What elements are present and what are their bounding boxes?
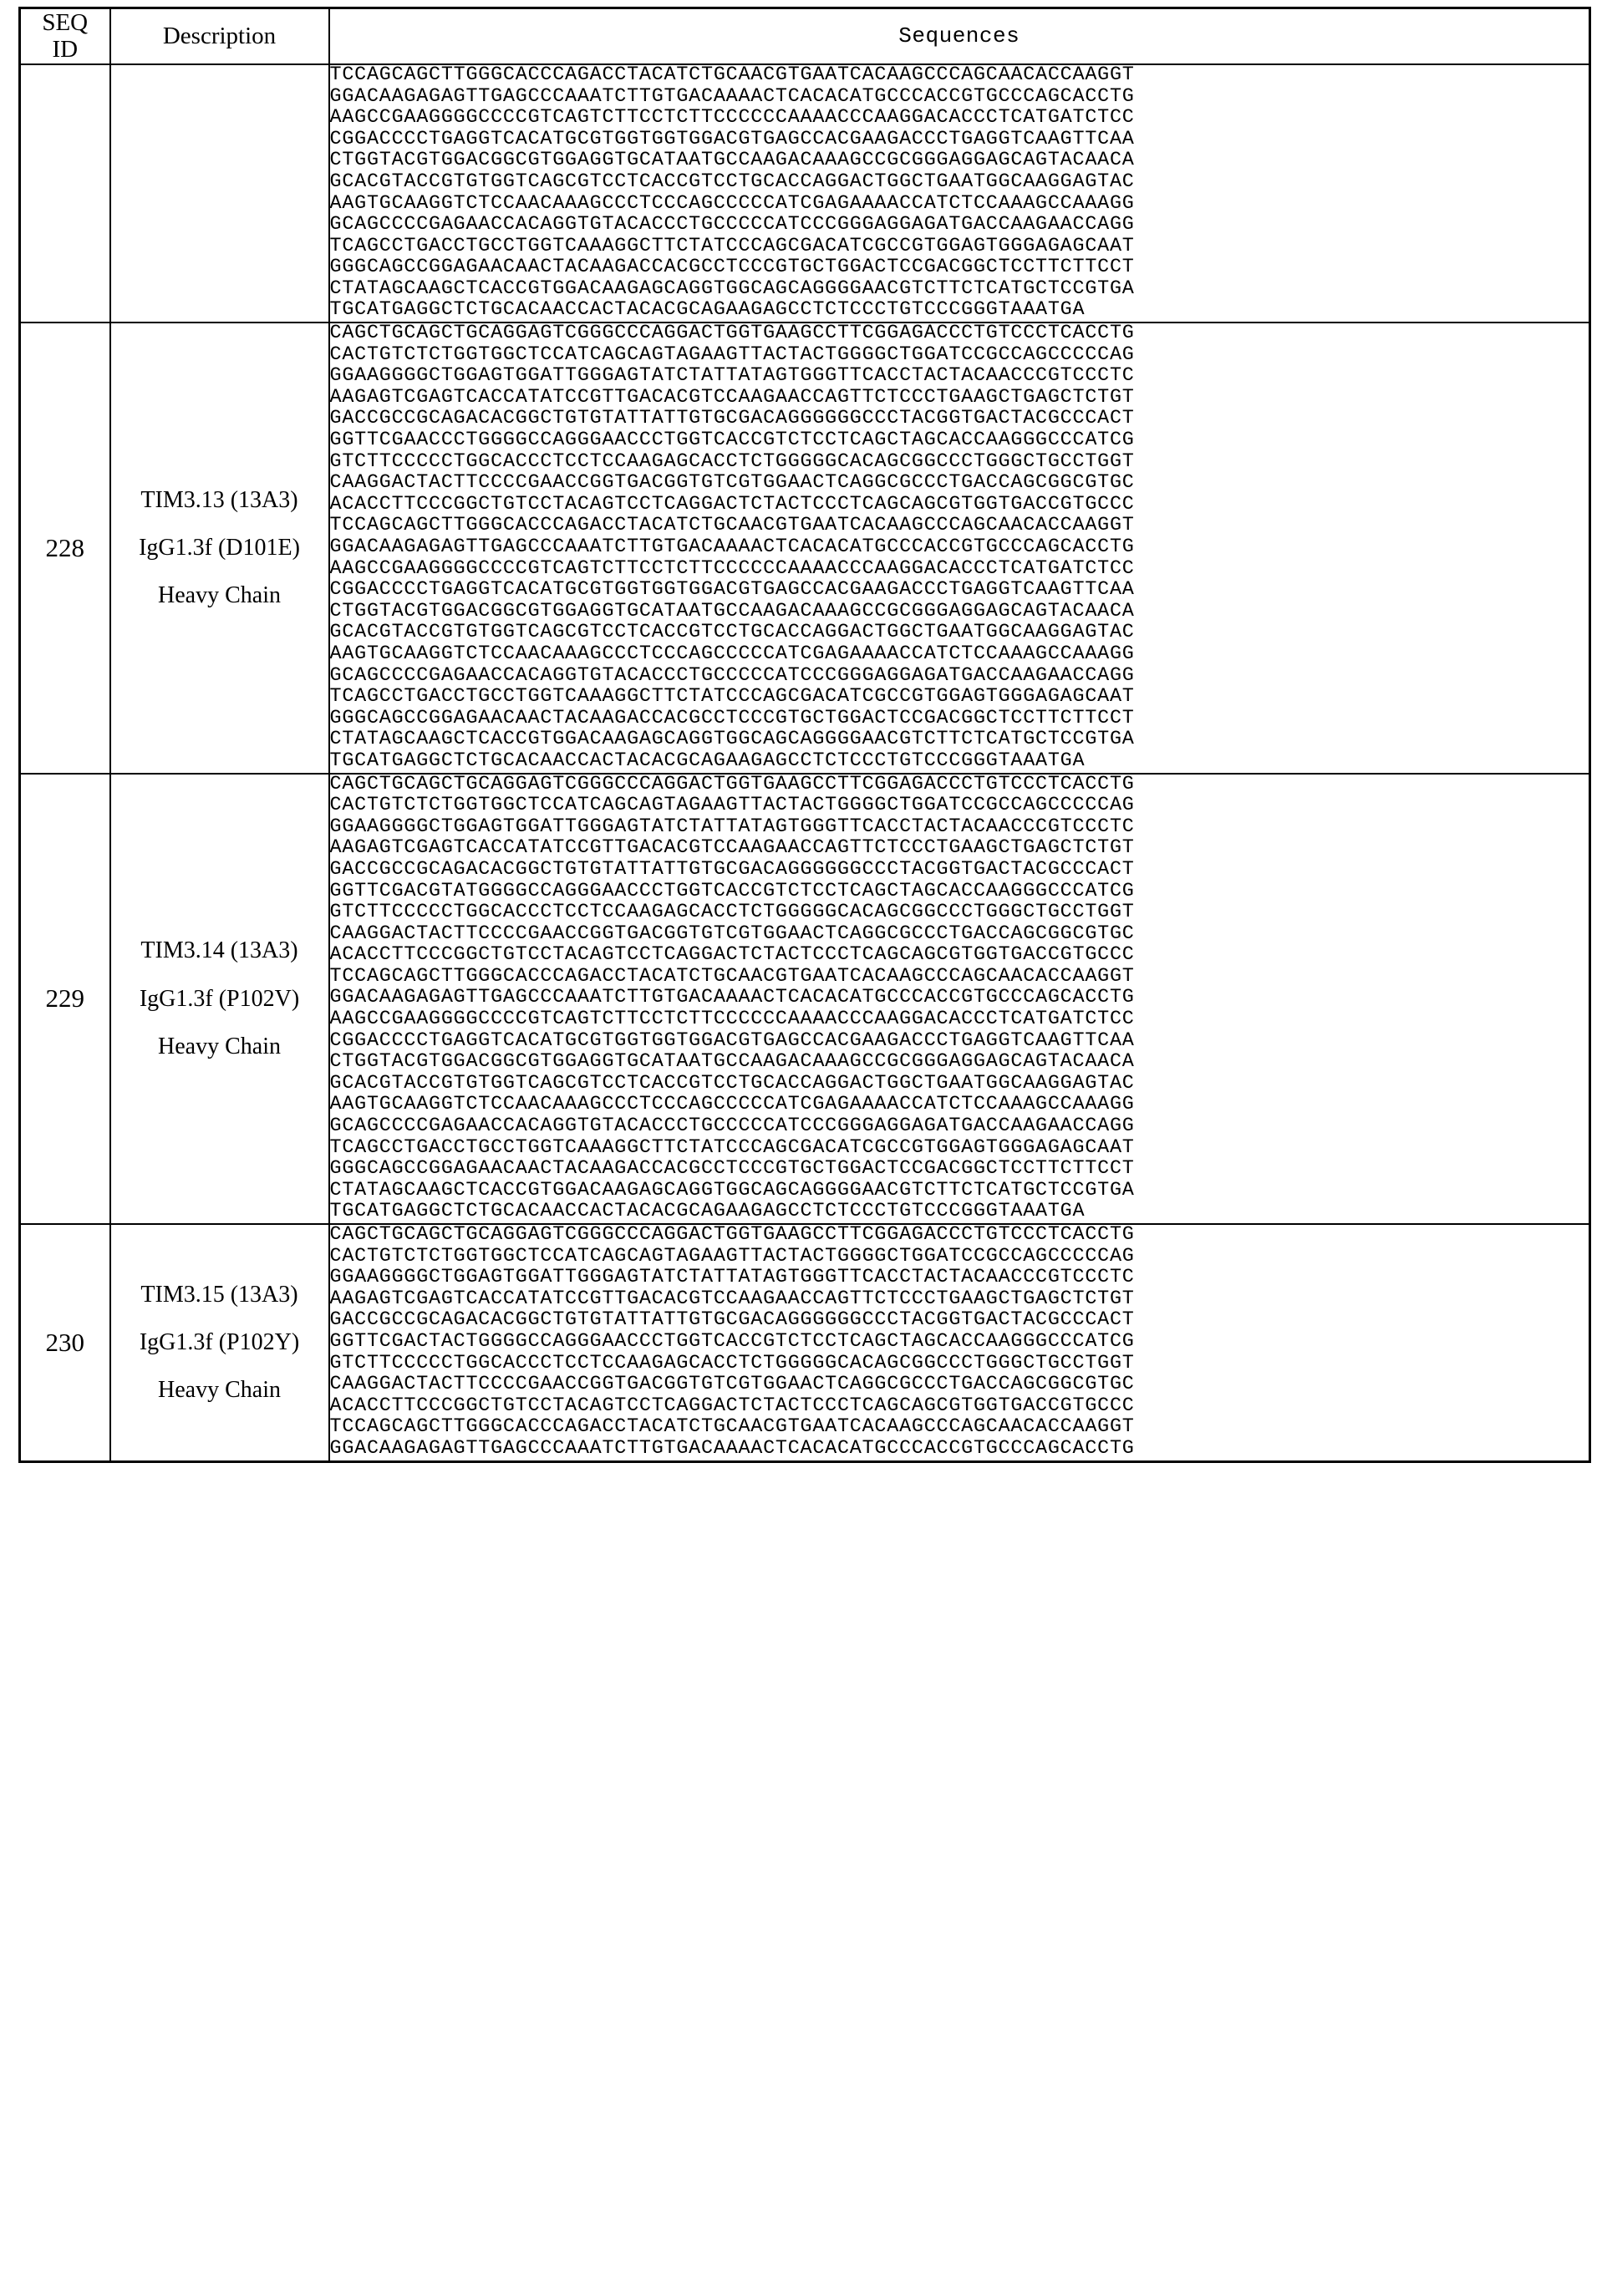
sequence-line: GCAGCCCCGAGAACCACAGGTGTACACCCTGCCCCCATCCCGGGAGGAGATGACCAAGAACCAGG [329,664,1135,687]
sequence-line: GGTTCGACTACTGGGGCCAGGGAACCCTGGTCACCGTCTCCTCAGCTAGCACCAAGGGCCCATCG [329,1330,1135,1353]
sequence-line: CTGGTACGTGGACGGCGTGGAGGTGCATAATGCCAAGACAAAGCCGCGGGAGGAGCAGTACAACA [329,600,1135,622]
sequence-line: CGGACCCCTGAGGTCACATGCGTGGTGGTGGACGTGAGCCACGAAGACCCTGAGGTCAAGTTCAA [329,128,1135,150]
sequence-line: AAGAGTCGAGTCACCATATCCGTTGACACGTCCAAGAACCAGTTCTCCCTGAAGCTGAGCTCTGT [329,1288,1135,1310]
sequence-line: GGAAGGGGCTGGAGTGGATTGGGAGTATCTATTATAGTGGGTTCACCTACTACAACCCGTCCCTC [329,815,1135,838]
table-body [20,64,1590,1461]
sequence-line: CACTGTCTCTGGTGGCTCCATCAGCAGTAGAAGTTACTACTGGGGCTGGATCCGCCAGCCCCCAG [329,795,1135,817]
sequence-line: AAGTGCAAGGTCTCCAACAAAGCCCTCCCAGCCCCCATCGAGAAAACCATCTCCAAAGCCAAAGG [329,192,1135,215]
sequence-line: GACCGCCGCAGACACGGCTGTGTATTATTGTGCGACAGGGGGGCCCTACGGTGACTACGCCCACT [329,408,1135,430]
sequence-line: TCCAGCAGCTTGGGCACCCAGACCTACATCTGCAACGTGAATCACAAGCCCAGCAACACCAAGGT [329,1416,1135,1439]
sequence-line: CTATAGCAAGCTCACCGTGGACAAGAGCAGGTGGCAGCAGGGGAACGTCTTCTCATGCTCCGTGA [329,277,1135,300]
sequence-line: GACCGCCGCAGACACGGCTGTGTATTATTGTGCGACAGGGGGGCCCTACGGTGACTACGCCCACT [329,858,1135,881]
table-row [20,774,1590,1224]
sequence-line: CGGACCCCTGAGGTCACATGCGTGGTGGTGGACGTGAGCCACGAAGACCCTGAGGTCAAGTTCAA [329,579,1135,602]
seq-id-cell: 228 [20,323,110,773]
description-cell [110,323,329,773]
sequence-line: CTGGTACGTGGACGGCGTGGAGGTGCATAATGCCAAGACAAAGCCGCGGGAGGAGCAGTACAACA [329,1051,1135,1074]
sequence-block [330,65,1589,322]
sequence-line: GTCTTCCCCCTGGCACCCTCCTCCAAGAGCACCTCTGGGGGCACAGCGGCCCTGGGCTGCCTGGT [329,450,1135,473]
sequence-block [330,323,1589,772]
column-header-sequences: Sequences [329,8,1590,64]
description-line: Heavy Chain [158,582,281,609]
sequence-cell [329,323,1590,773]
sequence-line: GCAGCCCCGAGAACCACAGGTGTACACCCTGCCCCCATCCCGGGAGGAGATGACCAAGAACCAGG [329,214,1135,236]
description-cell [110,1224,329,1461]
sequence-line: AAGTGCAAGGTCTCCAACAAAGCCCTCCCAGCCCCCATCGAGAAAACCATCTCCAAAGCCAAAGG [329,1094,1135,1116]
description-line: TIM3.15 (13A3) [140,1281,298,1308]
sequence-line: TCCAGCAGCTTGGGCACCCAGACCTACATCTGCAACGTGAATCACAAGCCCAGCAACACCAAGGT [329,515,1135,537]
sequence-line: CACTGTCTCTGGTGGCTCCATCAGCAGTAGAAGTTACTACTGGGGCTGGATCCGCCAGCCCCCAG [329,1245,1135,1267]
seq-id-cell: 230 [20,1224,110,1461]
sequence-cell [329,1224,1590,1461]
sequence-line: CTGGTACGTGGACGGCGTGGAGGTGCATAATGCCAAGACAAAGCCGCGGGAGGAGCAGTACAACA [329,150,1135,172]
sequence-line: GTCTTCCCCCTGGCACCCTCCTCCAAGAGCACCTCTGGGGGCACAGCGGCCCTGGGCTGCCTGGT [329,1352,1135,1374]
sequence-line: GGACAAGAGAGTTGAGCCCAAATCTTGTGACAAAACTCACACATGCCCACCGTGCCCAGCACCTG [329,536,1135,558]
description-line: Heavy Chain [158,1377,281,1404]
sequence-line: CAGCTGCAGCTGCAGGAGTCGGGCCCAGGACTGGTGAAGCCTTCGGAGACCCTGTCCCTCACCTG [329,773,1135,795]
sequence-line: GGTTCGACGTATGGGGCCAGGGAACCCTGGTCACCGTCTCCTCAGCTAGCACCAAGGGCCCATCG [329,880,1135,902]
sequence-line: GGAAGGGGCTGGAGTGGATTGGGAGTATCTATTATAGTGGGTTCACCTACTACAACCCGTCCCTC [329,365,1135,388]
table-header [20,8,1590,64]
sequence-line: GACCGCCGCAGACACGGCTGTGTATTATTGTGCGACAGGGGGGCCCTACGGTGACTACGCCCACT [329,1309,1135,1332]
sequence-line: GCACGTACCGTGTGGTCAGCGTCCTCACCGTCCTGCACCAGGACTGGCTGAATGGCAAGGAGTAC [329,170,1135,193]
column-header-seq-id-line1: SEQ [42,9,89,36]
sequence-cell [329,774,1590,1224]
sequence-line: TCAGCCTGACCTGCCTGGTCAAAGGCTTCTATCCCAGCGACATCGCCGTGGAGTGGGAGAGCAAT [329,686,1135,709]
sequence-line: TGCATGAGGCTCTGCACAACCACTACACGCAGAAGAGCCTCTCCCTGTCCCGGGTAAATGA [329,749,1086,772]
sequence-line: TCAGCCTGACCTGCCTGGTCAAAGGCTTCTATCCCAGCGACATCGCCGTGGAGTGGGAGAGCAAT [329,1136,1135,1159]
sequence-line: GGAAGGGGCTGGAGTGGATTGGGAGTATCTATTATAGTGGGTTCACCTACTACAACCCGTCCCTC [329,1267,1135,1289]
sequence-line: ACACCTTCCCGGCTGTCCTACAGTCCTCAGGACTCTACTCCCTCAGCAGCGTGGTGACCGTGCCC [329,1394,1135,1417]
sequence-line: TCCAGCAGCTTGGGCACCCAGACCTACATCTGCAACGTGAATCACAAGCCCAGCAACACCAAGGT [329,965,1135,988]
sequence-line: ACACCTTCCCGGCTGTCCTACAGTCCTCAGGACTCTACTCCCTCAGCAGCGTGGTGACCGTGCCC [329,493,1135,516]
column-header-seq-id [20,8,110,64]
sequence-line: TGCATGAGGCTCTGCACAACCACTACACGCAGAAGAGCCTCTCCCTGTCCCGGGTAAATGA [329,299,1086,322]
sequence-line: GTCTTCCCCCTGGCACCCTCCTCCAAGAGCACCTCTGGGGGCACAGCGGCCCTGGGCTGCCTGGT [329,902,1135,924]
sequence-listing-table [18,7,1591,1463]
description-cell [110,774,329,1224]
description-line: TIM3.14 (13A3) [140,937,298,964]
sequence-line: AAGAGTCGAGTCACCATATCCGTTGACACGTCCAAGAACCAGTTCTCCCTGAAGCTGAGCTCTGT [329,386,1135,409]
table-row [20,64,1590,323]
sequence-cell [329,64,1590,323]
sequence-line: GGGCAGCCGGAGAACAACTACAAGACCACGCCTCCCGTGCTGGACTCCGACGGCTCCTTCTTCCT [329,1158,1135,1181]
sequence-line: GGGCAGCCGGAGAACAACTACAAGACCACGCCTCCCGTGCTGGACTCCGACGGCTCCTTCTTCCT [329,257,1135,279]
sequence-line: AAGCCGAAGGGGCCCCGTCAGTCTTCCTCTTCCCCCCAAAACCCAAGGACACCCTCATGATCTCC [329,107,1135,130]
sequence-block [330,1225,1589,1460]
sequence-line: CAAGGACTACTTCCCCGAACCGGTGACGGTGTCGTGGAACTCAGGCGCCCTGACCAGCGGCGTGC [329,472,1135,495]
sequence-line: GGGCAGCCGGAGAACAACTACAAGACCACGCCTCCCGTGCTGGACTCCGACGGCTCCTTCTTCCT [329,707,1135,729]
sequence-line: TGCATGAGGCTCTGCACAACCACTACACGCAGAAGAGCCTCTCCCTGTCCCGGGTAAATGA [329,1201,1086,1223]
table-row [20,1224,1590,1461]
sequence-line: CTATAGCAAGCTCACCGTGGACAAGAGCAGGTGGCAGCAGGGGAACGTCTTCTCATGCTCCGTGA [329,1179,1135,1201]
sequence-line: TCAGCCTGACCTGCCTGGTCAAAGGCTTCTATCCCAGCGACATCGCCGTGGAGTGGGAGAGCAAT [329,235,1135,257]
sequence-line: GCACGTACCGTGTGGTCAGCGTCCTCACCGTCCTGCACCAGGACTGGCTGAATGGCAAGGAGTAC [329,1072,1135,1095]
sequence-line: AAGTGCAAGGTCTCCAACAAAGCCCTCCCAGCCCCCATCGAGAAAACCATCTCCAAAGCCAAAGG [329,643,1135,665]
sequence-line: CAGCTGCAGCTGCAGGAGTCGGGCCCAGGACTGGTGAAGCCTTCGGAGACCCTGTCCCTCACCTG [329,1224,1135,1246]
sequence-line: AAGCCGAAGGGGCCCCGTCAGTCTTCCTCTTCCCCCCAAAACCCAAGGACACCCTCATGATCTCC [329,1008,1135,1031]
sequence-line: GGACAAGAGAGTTGAGCCCAAATCTTGTGACAAAACTCACACATGCCCACCGTGCCCAGCACCTG [329,1437,1135,1460]
sequence-line: AAGCCGAAGGGGCCCCGTCAGTCTTCCTCTTCCCCCCAAAACCCAAGGACACCCTCATGATCTCC [329,557,1135,580]
sequence-line: CAGCTGCAGCTGCAGGAGTCGGGCCCAGGACTGGTGAAGCCTTCGGAGACCCTGTCCCTCACCTG [329,323,1135,345]
description-line: IgG1.3f (P102Y) [139,1329,300,1356]
column-header-description: Description [110,8,329,64]
sequence-line: AAGAGTCGAGTCACCATATCCGTTGACACGTCCAAGAACCAGTTCTCCCTGAAGCTGAGCTCTGT [329,837,1135,860]
description-cell [110,64,329,323]
description-line: TIM3.13 (13A3) [140,486,298,513]
sequence-line: GGTTCGAACCCTGGGGCCAGGGAACCCTGGTCACCGTCTCCTCAGCTAGCACCAAGGGCCCATCG [329,429,1135,452]
description-line: IgG1.3f (P102V) [139,985,300,1012]
description-line: Heavy Chain [158,1033,281,1059]
sequence-line: GGACAAGAGAGTTGAGCCCAAATCTTGTGACAAAACTCACACATGCCCACCGTGCCCAGCACCTG [329,85,1135,108]
sequence-line: TCCAGCAGCTTGGGCACCCAGACCTACATCTGCAACGTGAATCACAAGCCCAGCAACACCAAGGT [329,63,1135,86]
sequence-line: CAAGGACTACTTCCCCGAACCGGTGACGGTGTCGTGGAACTCAGGCGCCCTGACCAGCGGCGTGC [329,922,1135,945]
sequence-line: GCAGCCCCGAGAACCACAGGTGTACACCCTGCCCCCATCCCGGGAGGAGATGACCAAGAACCAGG [329,1115,1135,1138]
sequence-line: CAAGGACTACTTCCCCGAACCGGTGACGGTGTCGTGGAACTCAGGCGCCCTGACCAGCGGCGTGC [329,1374,1135,1396]
table-row [20,323,1590,773]
sequence-line: ACACCTTCCCGGCTGTCCTACAGTCCTCAGGACTCTACTCCCTCAGCAGCGTGGTGACCGTGCCC [329,944,1135,967]
description-line: IgG1.3f (D101E) [139,535,300,561]
sequence-block [330,775,1589,1223]
seq-id-cell: 229 [20,774,110,1224]
sequence-line: GGACAAGAGAGTTGAGCCCAAATCTTGTGACAAAACTCACACATGCCCACCGTGCCCAGCACCTG [329,987,1135,1009]
sequence-line: CACTGTCTCTGGTGGCTCCATCAGCAGTAGAAGTTACTACTGGGGCTGGATCCGCCAGCCCCCAG [329,343,1135,366]
sequence-line: CGGACCCCTGAGGTCACATGCGTGGTGGTGGACGTGAGCCACGAAGACCCTGAGGTCAAGTTCAA [329,1029,1135,1052]
sequence-line: CTATAGCAAGCTCACCGTGGACAAGAGCAGGTGGCAGCAGGGGAACGTCTTCTCATGCTCCGTGA [329,729,1135,751]
table-header-row [20,8,1590,64]
sequence-line: GCACGTACCGTGTGGTCAGCGTCCTCACCGTCCTGCACCAGGACTGGCTGAATGGCAAGGAGTAC [329,622,1135,644]
column-header-seq-id-line2: ID [52,36,79,63]
seq-id-cell [20,64,110,323]
